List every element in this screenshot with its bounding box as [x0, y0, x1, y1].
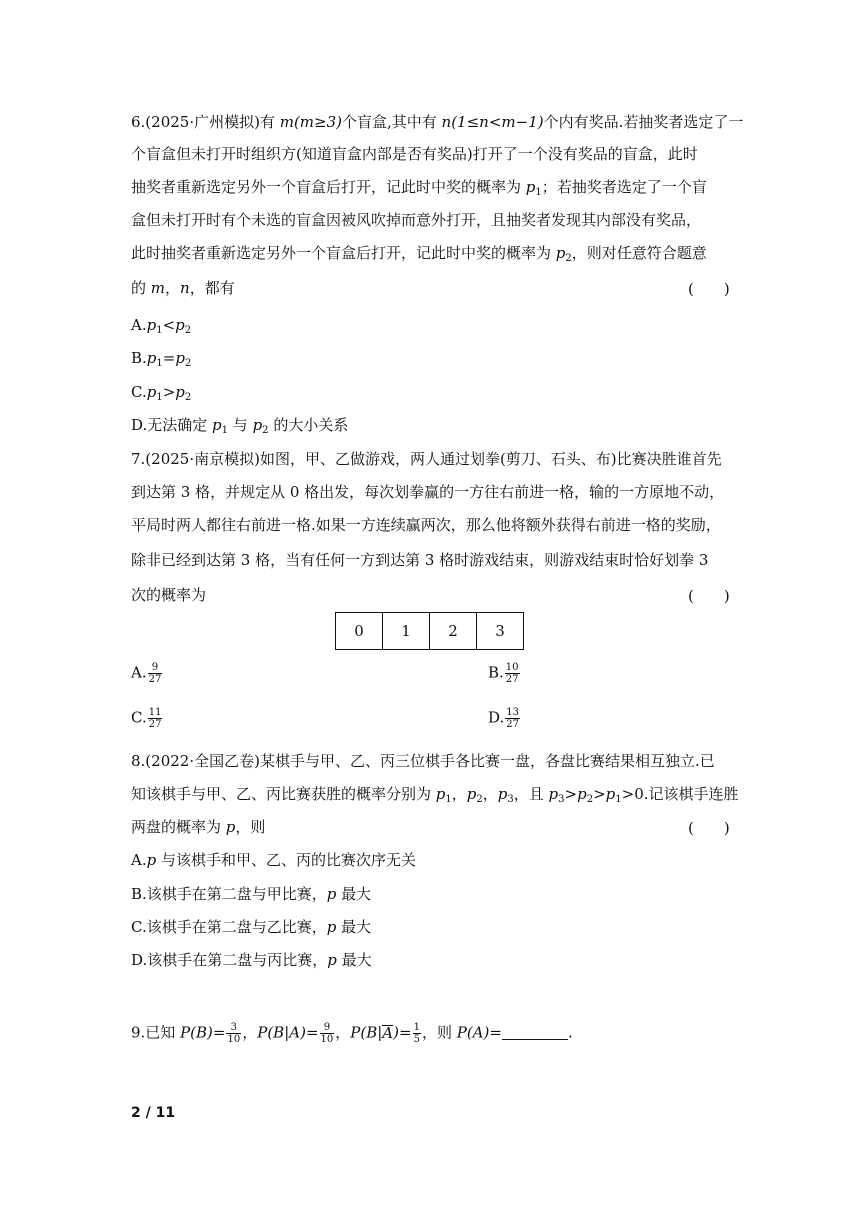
fraction: $\frac{1}{5}$ [413, 1022, 420, 1045]
q8-line-2: 知该棋手与甲、乙、丙比赛获胜的概率分别为 $p_1$，$p_2$，$p_3$，且 $p_3>p_2>p_1>0$.记该棋手连胜 [131, 785, 739, 805]
q8-line-1: 8.(2022·全国乙卷)某棋手与甲、乙、丙三位棋手各比赛一盘，各盘比赛结果相互独立.已 [131, 752, 715, 770]
fraction: $\frac{13}{27}$ [506, 707, 519, 730]
game-board-grid [335, 612, 524, 650]
fraction: $\frac{10}{27}$ [505, 662, 519, 685]
grid-cell-0: 0 [336, 613, 383, 650]
q7-option-c: C. $\frac{11}{27}$ [131, 707, 162, 730]
grid-cell-2: 2 [430, 613, 477, 650]
q8-line-3: 两盘的概率为 p，则 [131, 818, 266, 836]
q7-line-4: 除非已经到达第 3 格，当有任何一方到达第 3 格时游戏结束，则游戏结束时恰好划拳 3 [131, 551, 709, 569]
q6-line-2: 个盲盒但未打开时组织方(知道盲盒内部是否有奖品)打开了一个没有奖品的盲盒，此时 [131, 145, 698, 163]
answer-blank[interactable] [502, 1025, 568, 1040]
q7-option-d: D. $\frac{13}{27}$ [488, 707, 519, 730]
q8-option-d: D.该棋手在第二盘与丙比赛，p 最大 [131, 951, 372, 969]
q7-line-5: 次的概率为 [131, 586, 207, 604]
q6-line-4: 盒但未打开时有个未选的盲盒因被风吹掉而意外打开，且抽奖者发现其内部没有奖品， [131, 211, 702, 229]
grid-cell-3: 3 [477, 613, 524, 650]
fraction: $\frac{11}{27}$ [148, 707, 162, 730]
q9-line: 9.已知 P(B)= $\frac{3}{10}$ ，P(B|A)= $\frac{9}{10}$ ，P(B|A)= $\frac{1}{5}$ ，则 P(A)= . [131, 1022, 573, 1045]
q6-option-d: D.无法确定 $p_1$ 与 $p_2$ 的大小关系 [131, 416, 349, 436]
q6-option-b: $B.p_1=p_2$ [131, 349, 192, 369]
q7-option-b: B. $\frac{10}{27}$ [488, 662, 519, 685]
q8-option-c: C.该棋手在第二盘与乙比赛，p 最大 [131, 918, 372, 936]
fraction: $\frac{9}{10}$ [320, 1022, 334, 1045]
q6-line-6: 的 m，n，都有 [131, 279, 235, 297]
q6-option-a: $A.p_1<p_2$ [131, 316, 192, 336]
q6-answer-paren: ( ) [688, 280, 730, 298]
fraction: $\frac{9}{27}$ [148, 662, 162, 685]
q6-line-5: 此时抽奖者重新选定另外一个盲盒后打开，记此时中奖的概率为 $p_2$，则对任意符合题意 [131, 244, 707, 264]
q8-option-b: B.该棋手在第二盘与甲比赛，p 最大 [131, 885, 372, 903]
q7-option-a: A. $\frac{9}{27}$ [131, 662, 162, 685]
q7-answer-paren: ( ) [688, 587, 730, 605]
complement-a: A [382, 1023, 394, 1042]
q6-line-1: 6.(2025·广州模拟)有 m(m≥3)个盲盒,其中有 n(1≤n<m−1)个内有奖品.若抽奖者选定了一 [131, 113, 744, 131]
q8-answer-paren: ( ) [688, 819, 730, 837]
grid-cell-1: 1 [383, 613, 430, 650]
q8-option-a: A.p 与该棋手和甲、乙、丙的比赛次序无关 [131, 851, 416, 869]
q7-line-2: 到达第 3 格，并规定从 0 格出发，每次划拳赢的一方往右前进一格，输的一方原地不动， [131, 483, 725, 501]
page-number: 2 / 11 [131, 1105, 176, 1121]
q7-line-1: 7.(2025·南京模拟)如图，甲、乙做游戏，两人通过划拳(剪刀、石头、布)比赛决胜谁首先 [131, 450, 722, 468]
q6-line-3: 抽奖者重新选定另外一个盲盒后打开，记此时中奖的概率为 $p_1$；若抽奖者选定了一个盲 [131, 178, 707, 198]
fraction: $\frac{3}{10}$ [227, 1022, 241, 1045]
q7-line-3: 平局时两人都往右前进一格.如果一方连续赢两次，那么他将额外获得右前进一格的奖励， [131, 516, 721, 534]
q6-option-c: $C.p_1>p_2$ [131, 383, 192, 403]
